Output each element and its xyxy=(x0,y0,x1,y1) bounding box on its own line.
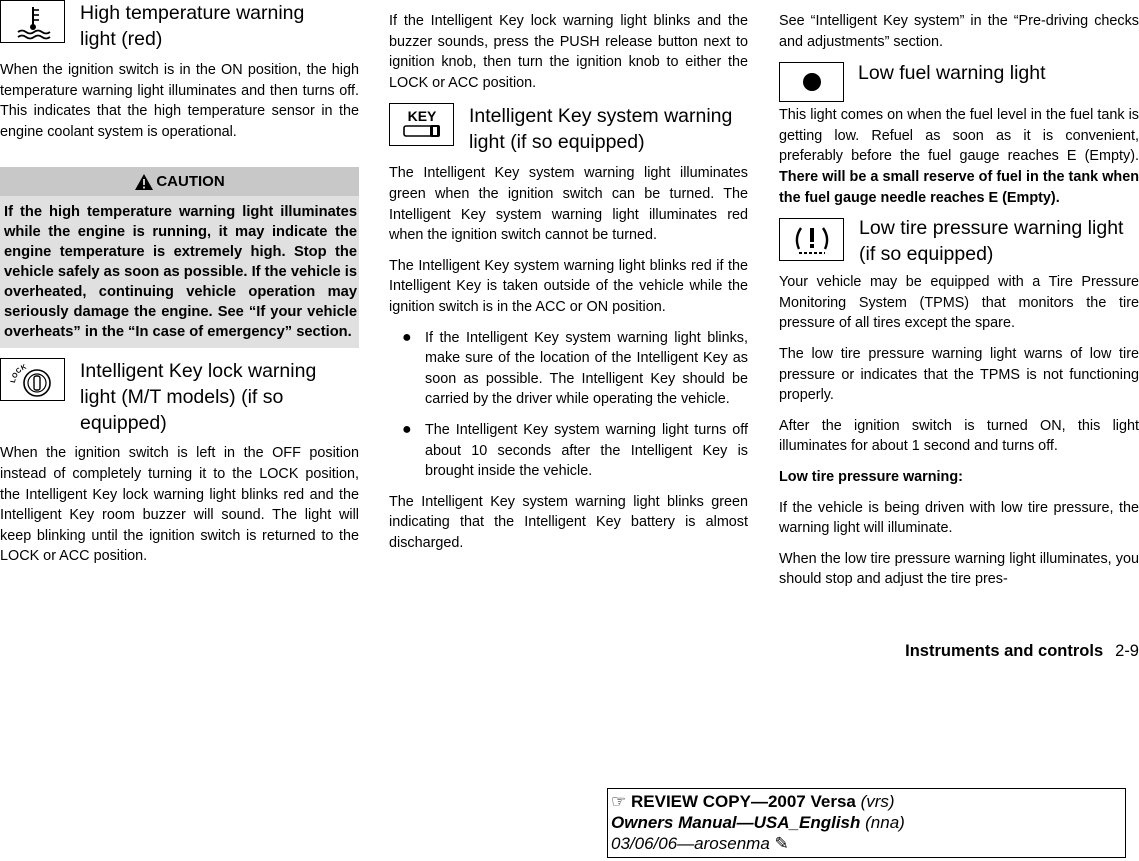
page-footer xyxy=(905,642,1139,661)
low-fuel-text: This light comes on when the fuel level in the fuel tank is getting low. Refuel as soon as it is convenient, preferably before the fuel gauge reaches E (Empty). xyxy=(779,107,1139,165)
caution-body xyxy=(0,196,359,348)
warning-triangle-icon xyxy=(134,173,154,191)
bullet-dot: ● xyxy=(402,420,412,438)
low-fuel-heading xyxy=(779,62,1139,102)
ikey-lock-icon-box xyxy=(0,358,65,401)
low-tire-p2: The low tire pressure warning light warns of low tire pressure or indicates that the TPMS is not functioning properly. xyxy=(779,345,1139,404)
low-tire-heading xyxy=(779,218,1139,267)
list-item xyxy=(389,328,748,410)
fuel-dot-icon xyxy=(800,70,824,94)
lock-icon-text: LOCK xyxy=(9,363,28,384)
key-icon xyxy=(396,107,448,143)
ikey-system-p2: The Intelligent Key system warning light blinks red if the Intelligent Key is taken outside of the vehicle while the ignition switch is in the ACC or ON position. xyxy=(389,257,748,315)
high-temp-title: High temperature warning light (red) xyxy=(80,2,305,50)
review-line-1 xyxy=(611,791,1122,812)
manual-title: Owners Manual—USA_English xyxy=(611,813,861,832)
manual-code: (nna) xyxy=(865,813,905,832)
ikey-lock-body: When the ignition switch is left in the OFF position instead of completely turning it to the LOCK position, the Intelligent Key lock warning light blinks red and the Intelligent Key room buzzer will sound. The light will keep blinking until the ignition switch is returned to the LOCK or ACC position. xyxy=(0,445,359,565)
high-temp-heading xyxy=(0,0,359,52)
page-number: 2-9 xyxy=(1115,642,1139,660)
ikey-system-p3: The Intelligent Key system warning light blinks green indicating that the Intelligent Key battery is almost discharged. xyxy=(389,493,748,551)
low-tire-p5: When the low tire pressure warning light illuminates, you should stop and adjust the tire pres- xyxy=(779,550,1139,588)
subhead-text: Low tire pressure warning: xyxy=(779,468,963,485)
review-copy-box xyxy=(607,788,1126,858)
ikey-system-p1: The Intelligent Key system warning light illuminates green when the ignition switch can be turned. The Intelligent Key system warning light illuminates red when the ignition switch cannot be turned. xyxy=(389,165,748,244)
ikey-system-bullets xyxy=(389,328,748,482)
ikey-lock-title: Intelligent Key lock warning light (M/T models) (if so equipped) xyxy=(80,360,317,435)
column-1 xyxy=(0,0,359,567)
ikey-lock-heading xyxy=(0,358,359,436)
low-tire-title: Low tire pressure warning light (if so equipped) xyxy=(859,217,1124,266)
high-temp-body: When the ignition switch is in the ON position, the high temperature warning light illuminates and then turns off. This indicates that the high temperature sensor in the engine coolant system is operational. xyxy=(0,62,359,140)
list-item xyxy=(389,420,748,482)
ikey-lock-continued: If the Intelligent Key lock warning light blinks and the buzzer sounds, press the PUSH release button next to ignition knob, then turn the ignition knob to either the LOCK or ACC position. xyxy=(389,13,748,91)
low-fuel-body xyxy=(779,105,1139,208)
pencil-icon: ✎ xyxy=(774,834,789,853)
bullet-text: If the Intelligent Key system warning light blinks, make sure of the location of the Intelligent Key as soon as possible. The Intelligent Key should be carried by the driver while operating the vehicle. xyxy=(425,329,748,408)
review-date: 03/06/06—arosenma xyxy=(611,834,770,853)
bullet-text: The Intelligent Key system warning light turns off about 10 seconds after the Intelligent Key is brought inside the vehicle. xyxy=(425,421,748,480)
low-tire-p4: If the vehicle is being driven with low tire pressure, the warning light will illuminate. xyxy=(779,499,1139,537)
ikey-reference: See “Intelligent Key system” in the “Pre-driving checks and adjustments” section. xyxy=(779,13,1139,50)
review-line-2 xyxy=(611,812,1122,833)
ikey-system-heading xyxy=(389,103,748,155)
pointing-hand-icon: ☞ xyxy=(611,792,627,811)
key-icon-text: KEY xyxy=(407,107,436,124)
bullet-dot: ● xyxy=(402,328,412,346)
low-tire-p3: After the ignition switch is turned ON, this light illuminates for about 1 second and turns off. xyxy=(779,417,1139,455)
low-fuel-title: Low fuel warning light xyxy=(858,62,1046,85)
review-code: (vrs) xyxy=(860,792,895,811)
low-tire-icon-box xyxy=(779,218,844,261)
low-tire-p1: Your vehicle may be equipped with a Tire Pressure Monitoring System (TPMS) that monitors the tire pressure of all tires except the spare. xyxy=(779,274,1139,332)
column-3 xyxy=(779,0,1139,590)
caution-box xyxy=(0,167,359,348)
caution-label: CAUTION xyxy=(156,173,225,191)
review-title: REVIEW COPY—2007 Versa xyxy=(630,792,856,811)
review-line-3 xyxy=(611,833,1122,854)
low-tire-subhead xyxy=(779,467,1139,488)
lock-knob-icon xyxy=(7,361,59,399)
caution-text: If the high temperature warning light illuminates while the engine is running, it may indicate the engine temperature is extremely high. Stop the vehicle safely as soon as possible. If the vehicle is overheated, continuing vehicle operation may seriously damage the engine. See “If your vehicle overheats” in the “In case of emergency” section. xyxy=(4,204,357,341)
section-name: Instruments and controls xyxy=(905,642,1104,660)
low-fuel-icon-box xyxy=(779,62,844,102)
ikey-system-title: Intelligent Key system warning light (if so equipped) xyxy=(469,105,733,154)
ikey-system-icon-box xyxy=(389,103,454,146)
coolant-temperature-icon xyxy=(10,4,56,40)
low-fuel-bold: There will be a small reserve of fuel in the tank when the fuel gauge needle reaches E (Empty). xyxy=(779,168,1139,206)
column-2 xyxy=(389,0,748,553)
high-temp-icon-box xyxy=(0,0,65,43)
caution-header xyxy=(0,167,359,196)
tire-pressure-icon xyxy=(788,222,836,258)
